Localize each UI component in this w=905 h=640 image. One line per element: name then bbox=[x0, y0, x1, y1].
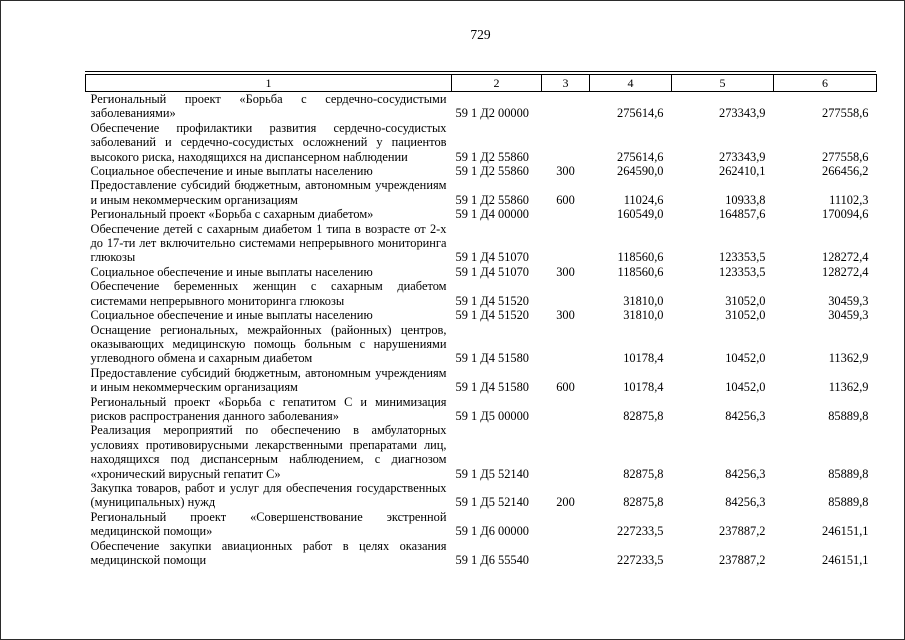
row-amount-year1: 82875,8 bbox=[623, 466, 664, 481]
row-expense-type-code bbox=[542, 92, 590, 121]
row-name: Реализация мероприятий по обеспечению в амбулаторных условиях противовирусными лекарственными препаратами лиц, находящихся под диспансерным наблюдением, с диагнозом «хронический вирусный гепатит С» bbox=[90, 423, 447, 481]
row-expense-type-code: 300 bbox=[556, 308, 575, 323]
row-amount-year1: 10178,4 bbox=[623, 380, 664, 395]
row-amount-year1: 227233,5 bbox=[617, 524, 664, 539]
table-row bbox=[86, 395, 877, 424]
row-name: Предоставление субсидий бюджетным, автономным учреждениям и иным некоммерческим организациям bbox=[90, 178, 447, 207]
row-name: Региональный проект «Борьба с сахарным диабетом» bbox=[90, 207, 374, 222]
row-expense-type-code: 600 bbox=[556, 380, 575, 395]
row-amount-year3: 246151,1 bbox=[822, 524, 869, 539]
row-amount-year1: 275614,6 bbox=[617, 106, 664, 121]
table-row bbox=[86, 366, 877, 395]
row-amount-year1: 264590,0 bbox=[617, 164, 664, 179]
row-amount-year2: 237887,2 bbox=[719, 524, 766, 539]
row-name: Обеспечение профилактики развития сердечно-сосудистых заболеваний и сердечно-сосудистых осложнений у пациентов высокого риска, находящихся на диспансерном наблюдении bbox=[90, 120, 447, 164]
table-row bbox=[86, 92, 877, 121]
column-header-2: 2 bbox=[452, 75, 542, 92]
row-amount-year2: 31052,0 bbox=[725, 308, 766, 323]
row-budget-code: 59 1 Д2 55860 bbox=[455, 149, 530, 164]
row-expense-type-code: 600 bbox=[556, 192, 575, 207]
column-header-3: 3 bbox=[542, 75, 590, 92]
column-header-5: 5 bbox=[672, 75, 774, 92]
row-amount-year3: 128272,4 bbox=[822, 250, 869, 265]
row-amount-year3: 85889,8 bbox=[828, 408, 869, 423]
row-amount-year3: 170094,6 bbox=[822, 207, 869, 222]
row-amount-year3: 30459,3 bbox=[828, 308, 869, 323]
table-row bbox=[86, 279, 877, 308]
row-amount-year3: 11362,9 bbox=[828, 351, 869, 366]
row-amount-year2: 164857,6 bbox=[719, 207, 766, 222]
row-amount-year1: 227233,5 bbox=[617, 553, 664, 567]
row-expense-type-code: 300 bbox=[556, 264, 575, 279]
table-row bbox=[86, 121, 877, 164]
page-number: 729 bbox=[470, 27, 491, 42]
row-amount-year3: 277558,6 bbox=[822, 149, 869, 164]
row-expense-type-code bbox=[542, 395, 590, 424]
row-expense-type-code bbox=[542, 279, 590, 308]
budget-table bbox=[85, 74, 877, 567]
row-expense-type-code bbox=[542, 323, 590, 366]
row-amount-year3: 30459,3 bbox=[828, 293, 869, 308]
row-name: Обеспечение беременных женщин с сахарным диабетом системами непрерывного мониторинга глюкозы bbox=[90, 279, 447, 308]
row-amount-year2: 123353,5 bbox=[719, 250, 766, 265]
row-amount-year3: 128272,4 bbox=[822, 264, 869, 279]
row-budget-code: 59 1 Д6 55540 bbox=[455, 553, 530, 567]
table-row bbox=[86, 178, 877, 207]
row-budget-code: 59 1 Д5 52140 bbox=[455, 495, 530, 510]
row-budget-code: 59 1 Д5 52140 bbox=[455, 466, 530, 481]
column-header-1: 1 bbox=[86, 75, 452, 92]
row-budget-code: 59 1 Д2 55860 bbox=[455, 164, 530, 179]
row-name: Региональный проект «Борьба с гепатитом С и минимизация рисков распространения данного заболевания» bbox=[90, 394, 447, 423]
table-body bbox=[86, 92, 877, 568]
row-name: Обеспечение закупки авиационных работ в целях оказания медицинской помощи bbox=[90, 538, 447, 567]
row-name: Социальное обеспечение и иные выплаты населению bbox=[90, 308, 373, 323]
table-row bbox=[86, 323, 877, 366]
row-expense-type-code bbox=[542, 207, 590, 221]
row-name: Региональный проект «Совершенствование экстренной медицинской помощи» bbox=[90, 509, 447, 539]
column-header-6: 6 bbox=[774, 75, 877, 92]
column-header-4: 4 bbox=[590, 75, 672, 92]
row-amount-year3: 246151,1 bbox=[822, 553, 869, 567]
row-amount-year2: 273343,9 bbox=[719, 149, 766, 164]
row-name: Оснащение региональных, межрайонных (районных) центров, оказывающих медицинскую помощь больным с нарушениями углеводного обмена и сахарным диабетом bbox=[90, 322, 447, 366]
row-expense-type-code bbox=[542, 539, 590, 568]
row-amount-year1: 31810,0 bbox=[623, 308, 664, 323]
row-name: Обеспечение детей с сахарным диабетом 1 типа в возрасте от 2-х до 17-ти лет включительно системами непрерывного мониторинга глюкозы bbox=[90, 221, 447, 265]
row-name: Региональный проект «Борьба с сердечно-сосудистыми заболеваниями» bbox=[90, 92, 447, 121]
row-amount-year1: 82875,8 bbox=[623, 495, 664, 510]
row-amount-year3: 277558,6 bbox=[822, 106, 869, 121]
row-amount-year2: 84256,3 bbox=[725, 495, 766, 510]
row-amount-year2: 262410,1 bbox=[719, 164, 766, 179]
row-budget-code: 59 1 Д2 55860 bbox=[455, 192, 530, 207]
row-amount-year2: 10452,0 bbox=[725, 380, 766, 395]
row-expense-type-code: 300 bbox=[556, 164, 575, 179]
row-amount-year2: 273343,9 bbox=[719, 106, 766, 121]
row-budget-code: 59 1 Д5 00000 bbox=[455, 408, 530, 423]
row-amount-year2: 10452,0 bbox=[725, 351, 766, 366]
row-amount-year2: 10933,8 bbox=[725, 192, 766, 207]
row-amount-year1: 82875,8 bbox=[623, 408, 664, 423]
table-row bbox=[86, 164, 877, 178]
table-row bbox=[86, 207, 877, 221]
row-amount-year1: 10178,4 bbox=[623, 351, 664, 366]
row-amount-year2: 84256,3 bbox=[725, 466, 766, 481]
row-budget-code: 59 1 Д4 51070 bbox=[455, 264, 530, 279]
row-budget-code: 59 1 Д4 51520 bbox=[455, 293, 530, 308]
row-expense-type-code bbox=[542, 510, 590, 539]
row-amount-year3: 11102,3 bbox=[829, 192, 869, 207]
budget-table-wrapper bbox=[85, 71, 876, 567]
table-row bbox=[86, 481, 877, 510]
table-row bbox=[86, 308, 877, 322]
row-amount-year1: 31810,0 bbox=[623, 293, 664, 308]
row-amount-year1: 11024,6 bbox=[623, 192, 664, 207]
row-budget-code: 59 1 Д4 51070 bbox=[455, 250, 530, 265]
row-budget-code: 59 1 Д4 00000 bbox=[455, 207, 530, 222]
row-budget-code: 59 1 Д6 00000 bbox=[455, 524, 530, 539]
row-budget-code: 59 1 Д4 51580 bbox=[455, 380, 530, 395]
row-expense-type-code bbox=[542, 423, 590, 481]
row-expense-type-code: 200 bbox=[556, 495, 575, 510]
table-row bbox=[86, 539, 877, 568]
row-amount-year1: 118560,6 bbox=[617, 250, 664, 265]
row-expense-type-code bbox=[542, 222, 590, 265]
table-row bbox=[86, 510, 877, 539]
row-amount-year1: 160549,0 bbox=[617, 207, 664, 222]
row-amount-year3: 11362,9 bbox=[828, 380, 869, 395]
row-amount-year2: 84256,3 bbox=[725, 408, 766, 423]
row-expense-type-code bbox=[542, 121, 590, 164]
row-amount-year3: 266456,2 bbox=[822, 164, 869, 179]
row-name: Социальное обеспечение и иные выплаты населению bbox=[90, 164, 373, 179]
row-budget-code: 59 1 Д4 51580 bbox=[455, 351, 530, 366]
row-amount-year2: 123353,5 bbox=[719, 264, 766, 279]
row-amount-year2: 31052,0 bbox=[725, 293, 766, 308]
row-amount-year1: 275614,6 bbox=[617, 149, 664, 164]
row-budget-code: 59 1 Д2 00000 bbox=[455, 106, 530, 121]
row-amount-year1: 118560,6 bbox=[617, 264, 664, 279]
row-amount-year2: 237887,2 bbox=[719, 553, 766, 567]
table-row bbox=[86, 265, 877, 279]
table-header-row bbox=[86, 75, 877, 92]
row-name: Закупка товаров, работ и услуг для обеспечения государственных (муниципальных) нужд bbox=[90, 480, 447, 510]
row-name: Социальное обеспечение и иные выплаты населению bbox=[90, 264, 373, 279]
row-budget-code: 59 1 Д4 51520 bbox=[455, 308, 530, 323]
table-row bbox=[86, 423, 877, 481]
table-row bbox=[86, 222, 877, 265]
row-amount-year3: 85889,8 bbox=[828, 495, 869, 510]
row-amount-year3: 85889,8 bbox=[828, 466, 869, 481]
row-name: Предоставление субсидий бюджетным, автономным учреждениям и иным некоммерческим организациям bbox=[90, 365, 447, 395]
